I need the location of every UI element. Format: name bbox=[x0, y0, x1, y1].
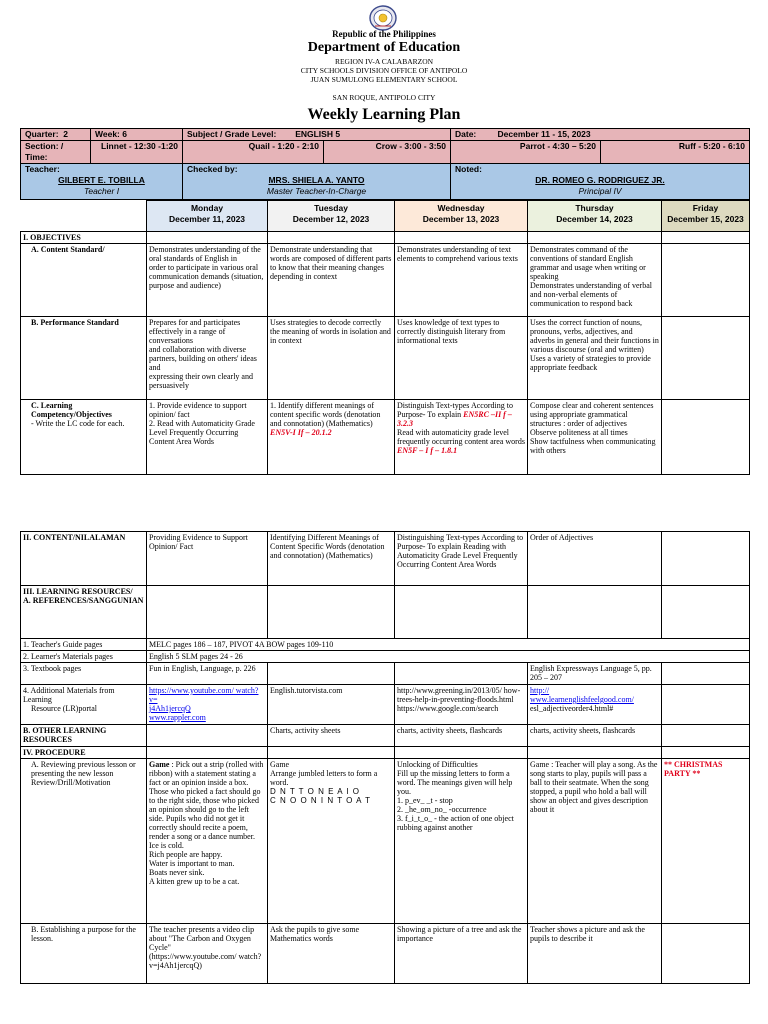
additional-materials-row bbox=[21, 685, 750, 725]
review-row bbox=[21, 759, 750, 924]
content-label: II. CONTENT/NILALAMAN bbox=[21, 532, 147, 586]
other-resources-row bbox=[21, 725, 750, 747]
other-resources-wednesday: charts, activity sheets, flashcards bbox=[395, 725, 528, 747]
section-crow: Crow - 3:00 - 3:50 bbox=[324, 141, 451, 164]
content-standard-monday: Demonstrates understanding of the oral standards of English in order to participate in various oral communication demands (situation, purpose and audience) bbox=[147, 244, 268, 317]
additional-materials-label-cell bbox=[21, 685, 147, 725]
christmas-party-note: ** CHRISTMAS PARTY ** bbox=[662, 759, 750, 924]
competency-label: C. Learning Competency/Objectives bbox=[31, 401, 112, 419]
rappler-link[interactable]: www.rappler.com bbox=[149, 713, 206, 722]
school-name: JUAN SUMULONG ELEMENTARY SCHOOL bbox=[310, 75, 458, 84]
performance-standard-row bbox=[21, 317, 750, 400]
teachers-guide-label: 1. Teacher's Guide pages bbox=[21, 639, 147, 651]
competency-wednesday: Distinguish Text-types According to Purpose- To explain EN5RC –II f – 3.2.3 Read with automaticity grade level frequently occurring content area words EN5F – I f – 1.8.1 bbox=[395, 400, 528, 475]
textbook-thursday: English Expressways Language 5, pp. 205 – 207 bbox=[528, 663, 662, 685]
school-address: SAN ROQUE, ANTIPOLO CITY bbox=[332, 93, 436, 102]
quarter-value: 2 bbox=[63, 129, 69, 139]
purpose-thursday: Teacher shows a picture and ask the pupils to describe it bbox=[528, 924, 662, 984]
competency-note: - Write the LC code for each. bbox=[31, 419, 125, 428]
content-row bbox=[21, 532, 750, 586]
performance-standard-label: B. Performance Standard bbox=[21, 317, 147, 400]
section-ruff: Ruff - 5:20 - 6:10 bbox=[601, 141, 750, 164]
textbook-label: 3. Textbook pages bbox=[21, 663, 147, 685]
teachers-guide-row bbox=[21, 639, 750, 651]
teachers-guide-value: MELC pages 186 – 187, PIVOT 4A BOW pages 109-110 bbox=[147, 639, 750, 651]
competency-row bbox=[21, 400, 750, 475]
day-header-monday: Monday December 11, 2023 bbox=[147, 201, 268, 232]
content-tuesday: Identifying Different Meanings of Content Specific Words (denotation and connotation) (Mathematics) bbox=[268, 532, 395, 586]
learnenglish-link[interactable]: http:// www.learnenglishfeelgood.com/ bbox=[530, 686, 634, 704]
content-wednesday: Distinguishing Text-types According to Purpose- To explain Reading with Automaticity Grade Level Frequently Occurring Content Area Words bbox=[395, 532, 528, 586]
lc-code-tuesday: EN5V-I If – 20.1.2 bbox=[270, 428, 332, 437]
teacher-cell: Teacher: GILBERT E. TOBILLA Teacher I bbox=[21, 164, 183, 200]
quarter-cell: Quarter: 2 bbox=[21, 129, 91, 141]
section-row bbox=[21, 141, 750, 164]
week-value: 6 bbox=[122, 129, 127, 139]
checked-by-cell: Checked by: MRS. SHIELA A. YANTO Master Teacher-In-Charge bbox=[183, 164, 451, 200]
blank-header bbox=[21, 201, 147, 232]
content-monday: Providing Evidence to Support Opinion/ Fact bbox=[147, 532, 268, 586]
subject-value: ENGLISH 5 bbox=[295, 129, 341, 139]
learnenglish-page: esl_adjectiveorder4.html# bbox=[530, 704, 614, 713]
section-parrot: Parrot - 4:30 – 5:20 bbox=[451, 141, 601, 164]
review-wednesday: Unlocking of Difficulties Fill up the missing letters to form a word. The meanings given will help you. 1. p_ev_ _t - stop 2. _he_om_no_ -occurrence 3. f_i_t_o_ - the action of one object rubbing against another bbox=[395, 759, 528, 924]
game-label: Game bbox=[149, 760, 170, 769]
section-label: Section: / Time: bbox=[21, 141, 91, 164]
republic-label: Republic of the Philippines bbox=[332, 29, 436, 39]
references-row bbox=[21, 586, 750, 639]
day-header-thursday: Thursday December 14, 2023 bbox=[528, 201, 662, 232]
competency-label-cell bbox=[21, 400, 147, 475]
day-header-row bbox=[21, 201, 750, 232]
teacher-position: Teacher I bbox=[83, 186, 120, 196]
objectives-table bbox=[20, 200, 750, 475]
performance-standard-monday: Prepares for and participates effectively in a range of conversations and collaboration with diverse partners, building on others' ideas and expressing their own clearly and persuasively bbox=[147, 317, 268, 400]
content-standard-tuesday: Demonstrate understanding that words are composed of different parts to know that their meaning changes depending in context bbox=[268, 244, 395, 317]
youtube-link[interactable]: https://www.youtube.com/ watch?v= j4Ah1jercqQ bbox=[149, 686, 259, 713]
date-cell: Date: December 11 - 15, 2023 bbox=[451, 129, 750, 141]
objectives-label: I. OBJECTIVES bbox=[21, 232, 147, 244]
noted-by-name: DR. ROMEO G. RODRIGUEZ JR. bbox=[535, 175, 665, 185]
content-standard-row bbox=[21, 244, 750, 317]
performance-standard-wednesday: Uses knowledge of text types to correctly distinguish literary from informational texts bbox=[395, 317, 528, 400]
performance-standard-tuesday: Uses strategies to decode correctly the meaning of words in isolation and in context bbox=[268, 317, 395, 400]
date-value: December 11 - 15, 2023 bbox=[497, 129, 591, 139]
additional-materials-monday bbox=[147, 685, 268, 725]
quarter-row bbox=[21, 129, 750, 141]
page-title: Weekly Learning Plan bbox=[307, 106, 461, 123]
content-standard-thursday: Demonstrates command of the conventions of standard English grammar and usage when writing or speaking Demonstrates understanding of verbal and non-verbal elements of communication to respond back bbox=[528, 244, 662, 317]
content-standard-label: A. Content Standard/ bbox=[21, 244, 147, 317]
checked-by-position: Master Teacher-In-Charge bbox=[266, 186, 367, 196]
objectives-section-row bbox=[21, 232, 750, 244]
learners-materials-label: 2. Learner's Materials pages bbox=[21, 651, 147, 663]
purpose-tuesday: Ask the pupils to give some Mathematics words bbox=[268, 924, 395, 984]
other-resources-label: B. OTHER LEARNING RESOURCES bbox=[21, 725, 147, 747]
other-resources-thursday: charts, activity sheets, flashcards bbox=[528, 725, 662, 747]
other-resources-tuesday: Charts, activity sheets bbox=[268, 725, 395, 747]
signatories-row bbox=[21, 164, 750, 200]
week-cell: Week: 6 bbox=[91, 129, 183, 141]
references-label: III. LEARNING RESOURCES/ A. REFERENCES/SANGGUNIAN bbox=[21, 586, 147, 639]
purpose-monday: The teacher presents a video clip about "The Carbon and Oxygen Cycle" (https://www.youtube.com/ watch?v=j4Ah1jercqQ) bbox=[147, 924, 268, 984]
additional-materials-label: 4. Additional Materials from Learning bbox=[23, 686, 115, 704]
additional-materials-wednesday: http://www.greening.in/2013/05/ how-trees-help-in-preventing-floods.html https://www.google.com/search bbox=[395, 685, 528, 725]
lr-portal-label: Resource (LR)portal bbox=[31, 704, 97, 713]
review-thursday: Game : Teacher will play a song. As the song starts to play, pupils will pass a ball to their seatmate. When the song stopped, a pupil who hold a ball will show an object and gives description about it bbox=[528, 759, 662, 924]
deped-seal-icon bbox=[369, 5, 397, 31]
competency-thursday: Compose clear and coherent sentences using appropriate grammatical structures : order of adjectives Observe politeness at all times Show tactfulness when communicating with others bbox=[528, 400, 662, 475]
competency-tuesday: 1. Identify different meanings of content specific words (denotation and connotation) (Mathematics) EN5V-I If – 20.1.2 bbox=[268, 400, 395, 475]
purpose-wednesday: Showing a picture of a tree and ask the importance bbox=[395, 924, 528, 984]
content-procedure-table bbox=[20, 531, 750, 984]
learners-materials-value: English 5 SLM pages 24 - 26 bbox=[147, 651, 750, 663]
textbook-row bbox=[21, 663, 750, 685]
additional-materials-tuesday: English.tutorvista.com bbox=[268, 685, 395, 725]
review-monday: Game : Pick out a strip (rolled with ribbon) with a statement stating a fact or an opinion inside a box. Those who picked a fact should go to the right side, those who picked an opinion should go to the left side. Pupils who did not get it correctly should recite a poem, render a song or a dance number. Ice is cold. Rich people are happy. Water is important to man. Boats never sink. A kitten grew up to be a cat. bbox=[147, 759, 268, 924]
noted-by-position: Principal IV bbox=[578, 186, 622, 196]
learners-materials-row bbox=[21, 651, 750, 663]
noted-by-cell: Noted: DR. ROMEO G. RODRIGUEZ JR. Principal IV bbox=[451, 164, 750, 200]
region-label: REGION IV-A CALABARZON bbox=[334, 57, 434, 66]
checked-by-name: MRS. SHIELA A. YANTO bbox=[268, 175, 365, 185]
class-info-table bbox=[20, 128, 750, 200]
lc-code-wednesday-2: EN5F – I f – 1.8.1 bbox=[397, 446, 458, 455]
teacher-name: GILBERT E. TOBILLA bbox=[58, 175, 145, 185]
day-header-friday: Friday December 15, 2023 bbox=[662, 201, 750, 232]
competency-monday: 1. Provide evidence to support opinion/ fact 2. Read with Automaticity Grade Level Frequently Occurring Content Area Words bbox=[147, 400, 268, 475]
procedure-label: IV. PROCEDURE bbox=[21, 747, 147, 759]
jumbled-letters: D N T T O N E A I O C N O O N I N T O A T bbox=[270, 787, 372, 805]
day-header-wednesday: Wednesday December 13, 2023 bbox=[395, 201, 528, 232]
content-standard-wednesday: Demonstrates understanding of text elements to comprehend various texts bbox=[395, 244, 528, 317]
content-thursday: Order of Adjectives bbox=[528, 532, 662, 586]
performance-standard-thursday: Uses the correct function of nouns, pronouns, verbs, adjectives, and adverbs in general and their functions in various discourse (oral and written) Uses a variety of strategies to provide appropriate feedback bbox=[528, 317, 662, 400]
purpose-row bbox=[21, 924, 750, 984]
additional-materials-thursday bbox=[528, 685, 662, 725]
section-quail: Quail - 1:20 - 2:10 bbox=[183, 141, 324, 164]
purpose-label: B. Establishing a purpose for the lesson. bbox=[21, 924, 147, 984]
division-label: CITY SCHOOLS DIVISION OFFICE OF ANTIPOLO bbox=[300, 66, 468, 75]
lc-code-wednesday-1: EN5RC –II f – 3.2.3 bbox=[397, 410, 512, 428]
section-linnet: Linnet - 12:30 -1:20 bbox=[91, 141, 183, 164]
day-header-tuesday: Tuesday December 12, 2023 bbox=[268, 201, 395, 232]
textbook-monday: Fun in English, Language, p. 226 bbox=[147, 663, 268, 685]
procedure-section-row bbox=[21, 747, 750, 759]
department-name: Department of Education bbox=[307, 40, 461, 55]
review-label: A. Reviewing previous lesson or presenting the new lesson Review/Drill/Motivation bbox=[21, 759, 147, 924]
subject-cell: Subject / Grade Level: ENGLISH 5 bbox=[183, 129, 451, 141]
review-tuesday: Game Arrange jumbled letters to form a word. D N T T O N E A I O C N O O N I N T O A T bbox=[268, 759, 395, 924]
